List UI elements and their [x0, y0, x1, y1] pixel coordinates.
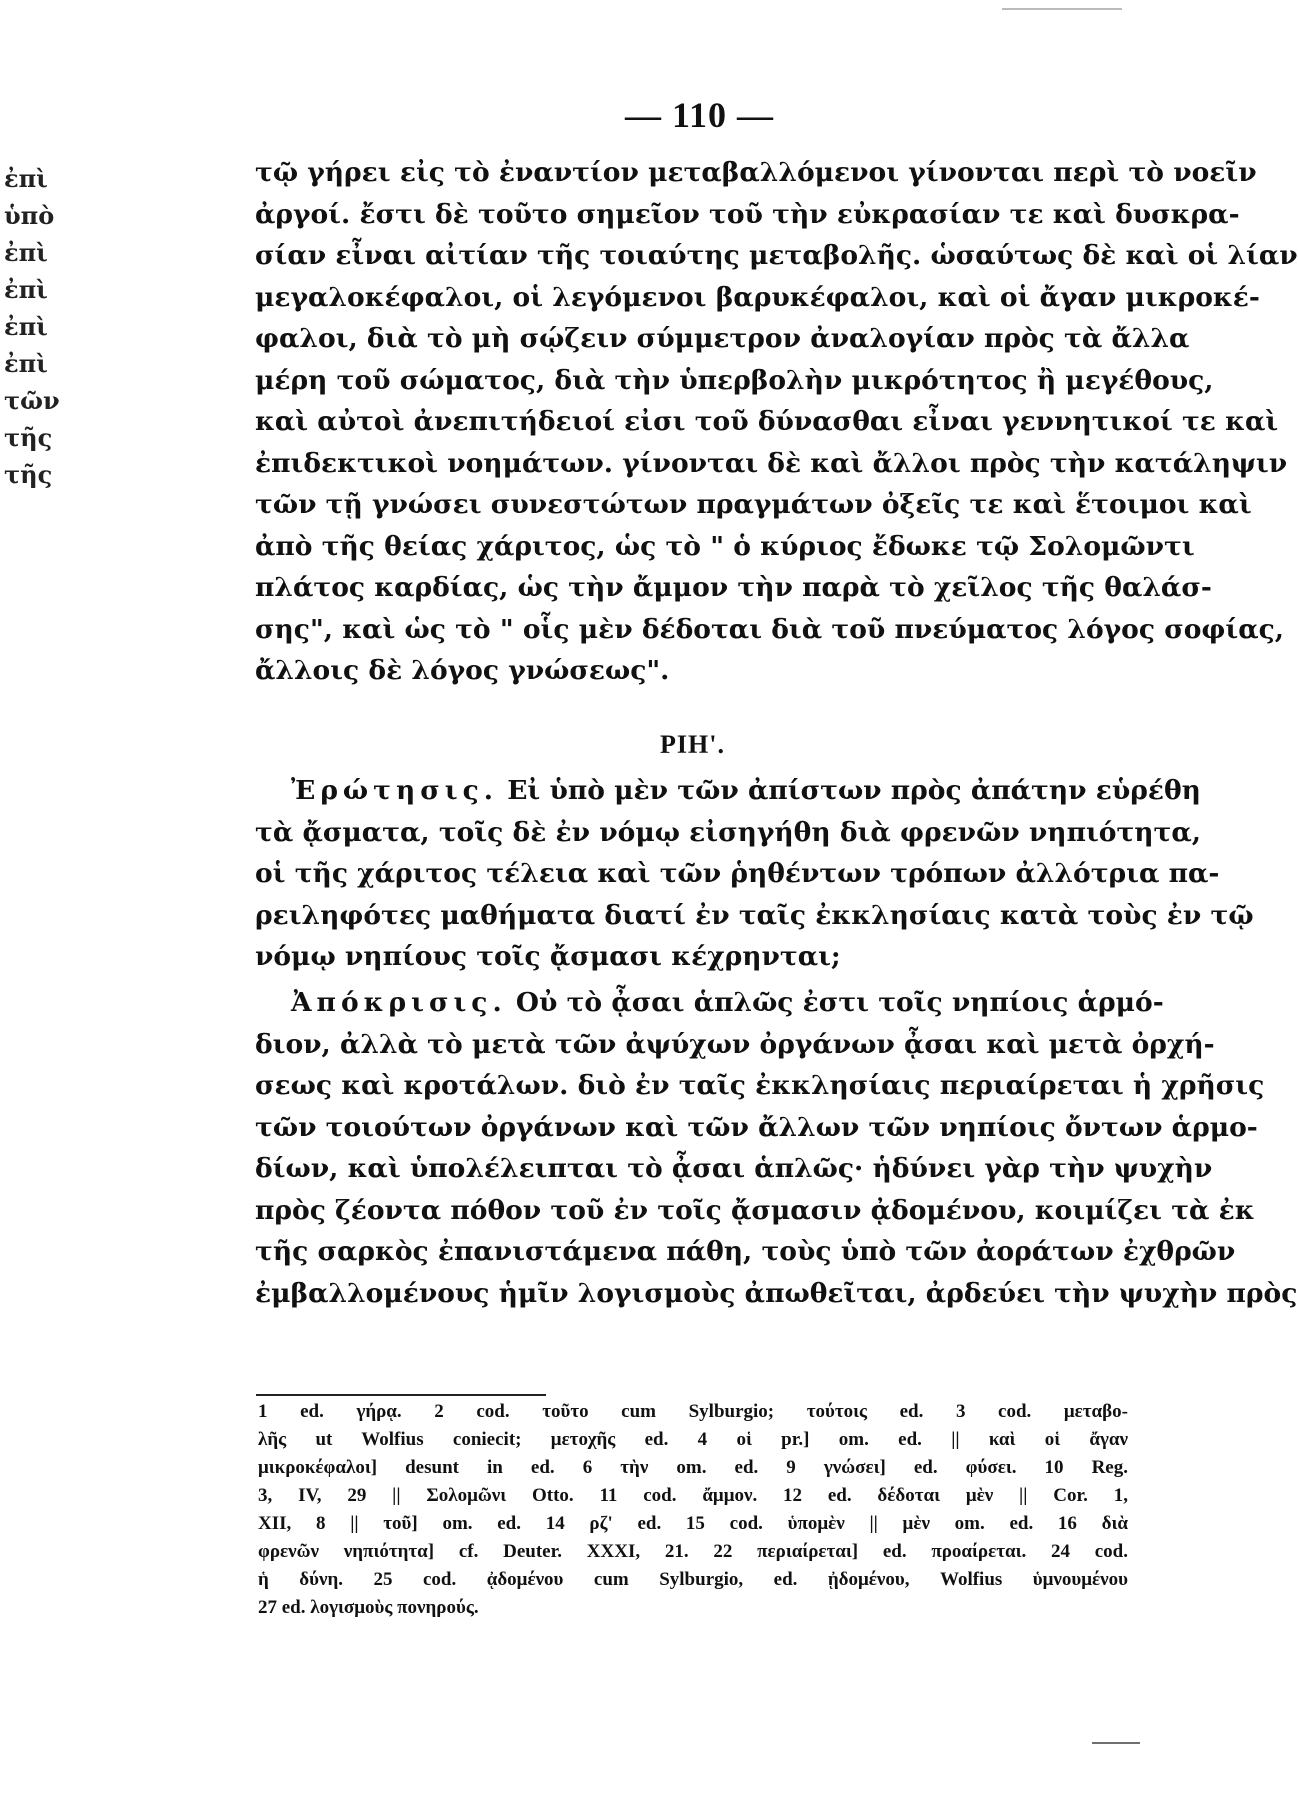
text-line: δίων, καὶ ὑπολέλειπται τὸ ᾆσαι ἁπλῶς· ἡδύνει γὰρ τὴν ψυχὴν — [255, 1153, 1213, 1184]
text-line: ἐπιδεκτικοὶ νοημάτων. γίνονται δὲ καὶ ἄλλοι πρὸς τὴν κατάληψιν — [255, 447, 1288, 479]
footnote-line: φρενῶν νηπιότητα] cf. Deuter. XXXI, 21. 22 περιαίρεται] ed. προαίρεται. 24 cod. — [258, 1541, 1128, 1562]
margin-note: τῶν — [4, 386, 60, 415]
margin-note: ἐπὶ — [4, 349, 48, 378]
text-line: τῆς σαρκὸς ἐπανιστάμενα πάθη, τοὺς ὑπὸ τῶν ἀοράτων ἐχθρῶν — [255, 1236, 1236, 1267]
body-text-top — [255, 152, 1298, 692]
footnotes — [258, 1398, 1128, 1622]
question-first-line — [255, 770, 1201, 812]
footnote-line: 3, IV, 29 || Σολομῶνι Otto. 11 cod. ἄμμον. 12 ed. δέδοται μὲν || Cor. 1, — [258, 1485, 1128, 1506]
section-heading: ΡΙΗ'. — [660, 730, 725, 759]
text-line: σης", καὶ ὡς τὸ " οἷς μὲν δέδοται διὰ τοῦ πνεύματος λόγος σοφίας, — [255, 613, 1284, 645]
footnote-line: 1 ed. γήρᾳ. 2 cod. τοῦτο cum Sylburgio; τούτοις ed. 3 cod. μεταβο- — [258, 1401, 1128, 1422]
margin-note: τῆς — [4, 423, 53, 452]
text-line: φαλοι, διὰ τὸ μὴ σῴζειν σύμμετρον ἀναλογίαν πρὸς τὰ ἄλλα — [255, 323, 1190, 354]
margin-note: ἐπὶ — [4, 238, 48, 267]
text-line: σεως καὶ κροτάλων. διὸ ἐν ταῖς ἐκκλησίαις περιαίρεται ἡ χρῆσις — [255, 1070, 1265, 1101]
text-line: τῶν τοιούτων ὀργάνων καὶ τῶν ἄλλων τῶν νηπίοις ὄντων ἁρμο- — [255, 1111, 1258, 1143]
text-line: πρὸς ζέοντα πόθον τοῦ ἐν τοῖς ᾄσμασιν ᾀδομένου, κοιμίζει τὰ ἐκ — [255, 1194, 1255, 1226]
text-line: μέρη τοῦ σώματος, διὰ τὴν ὑπερβολὴν μικρότητος ἢ μεγέθους, — [255, 364, 1214, 396]
question-text: Εἰ ὑπὸ μὲν τῶν ἀπίστων πρὸς ἀπάτην εὑρέθη — [507, 775, 1201, 806]
question-block — [255, 770, 1254, 978]
text-line: ἄλλοις δὲ λόγος γνώσεως". — [255, 655, 670, 686]
footnote-line: ἡ δύνη. 25 cod. ᾀδομένου cum Sylburgio, ed. ᾐδομένου, Wolfius ὑμνουμένου — [258, 1569, 1128, 1590]
footnote-line: 27 ed. λογισμοὺς πονηρούς. — [258, 1597, 479, 1618]
text-line: πλάτος καρδίας, ὡς τὴν ἄμμον τὴν παρὰ τὸ χεῖλος τῆς θαλάσ- — [255, 572, 1212, 603]
margin-note: ὑπὸ — [4, 201, 55, 230]
text-line: τὰ ᾄσματα, τοῖς δὲ ἐν νόμῳ εἰσηγήθη διὰ φρενῶν νηπιότητα, — [255, 816, 1202, 848]
text-line: ἐμβαλλομένους ἡμῖν λογισμοὺς ἀπωθεῖται, ἀρδεύει τὴν ψυχὴν πρὸς — [255, 1277, 1298, 1309]
footnote-line: λῆς ut Wolfius coniecit; μετοχῆς ed. 4 οἱ pr.] om. ed. || καὶ οἱ ἄγαν — [258, 1429, 1128, 1450]
footnote-line: μικροκέφαλοι] desunt in ed. 6 τὴν om. ed. 9 γνώσει] ed. φύσει. 10 Reg. — [258, 1457, 1128, 1478]
answer-block — [255, 982, 1298, 1314]
answer-first-line — [255, 982, 1164, 1024]
answer-text: Οὐ τὸ ᾆσαι ἁπλῶς ἐστι τοῖς νηπίοις ἁρμό- — [515, 987, 1164, 1018]
margin-notes — [4, 160, 60, 493]
margin-note: ἐπὶ — [4, 312, 48, 341]
answer-label: Ἀπόκρισις. — [291, 987, 507, 1018]
text-line: οἱ τῆς χάριτος τέλεια καὶ τῶν ῥηθέντων τρόπων ἀλλότρια πα- — [255, 858, 1220, 889]
text-line: ἀπὸ τῆς θείας χάριτος, ὡς τὸ " ὁ κύριος ἔδωκε τῷ Σολομῶντι — [255, 530, 1195, 562]
text-line: τῷ γήρει εἰς τὸ ἐναντίον μεταβαλλόμενοι γίνονται περὶ τὸ νοεῖν — [255, 157, 1257, 188]
text-line: ἀργοί. ἔστι δὲ τοῦτο σημεῖον τοῦ τὴν εὐκρασίαν τε καὶ δυσκρα- — [255, 198, 1240, 230]
footnote-line: XII, 8 || τοῦ] om. ed. 14 ρζ' ed. 15 cod. ὑπομὲν || μὲν om. ed. 16 διὰ — [258, 1513, 1128, 1534]
margin-note: ἐπὶ — [4, 275, 48, 304]
text-line: καὶ αὐτοὶ ἀνεπιτήδειοί εἰσι τοῦ δύνασθαι εἶναι γεννητικοί τε καὶ — [255, 406, 1279, 437]
bottom-edge-rule — [1092, 1742, 1140, 1744]
text-line: διον, ἀλλὰ τὸ μετὰ τῶν ἀψύχων ὀργάνων ᾆσαι καὶ μετὰ ὀρχή- — [255, 1028, 1215, 1060]
text-line: τῶν τῇ γνώσει συνεστώτων πραγμάτων ὀξεῖς τε καὶ ἕτοιμοι καὶ — [255, 489, 1252, 520]
text-line: ρειληφότες μαθήματα διατί ἐν ταῖς ἐκκλησίαις κατὰ τοὺς ἐν τῷ — [255, 899, 1254, 931]
text-line: νόμῳ νηπίους τοῖς ᾄσμασι κέχρηνται; — [255, 941, 841, 972]
margin-note: ἐπὶ — [4, 164, 48, 193]
page-number: — 110 — — [625, 95, 775, 135]
footnote-rule — [256, 1394, 546, 1396]
question-label: Ἐρώτησις. — [291, 775, 498, 806]
text-line: σίαν εἶναι αἰτίαν τῆς τοιαύτης μεταβολῆς. ὡσαύτως δὲ καὶ οἱ λίαν — [255, 240, 1298, 271]
text-line: μεγαλοκέφαλοι, οἱ λεγόμενοι βαρυκέφαλοι, καὶ οἱ ἄγαν μικροκέ- — [255, 281, 1260, 313]
top-edge-rule — [1002, 8, 1122, 10]
margin-note: τῆς — [4, 460, 53, 489]
